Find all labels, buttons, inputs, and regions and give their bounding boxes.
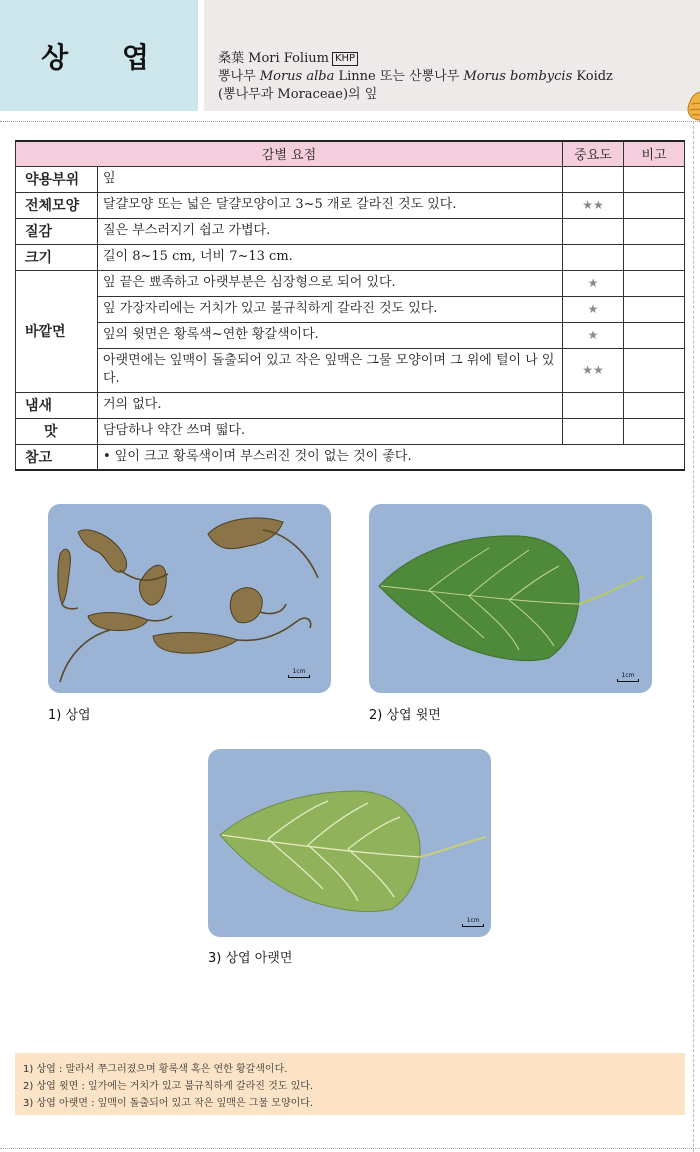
row-label: 맛 xyxy=(16,418,98,444)
latin-name: Mori Folium xyxy=(248,51,329,66)
table-row xyxy=(16,270,685,296)
table-row xyxy=(16,218,685,244)
scale-line xyxy=(617,679,639,682)
row-note xyxy=(624,166,685,192)
row-text: 길이 8~15 cm, 너비 7~13 cm. xyxy=(98,244,563,270)
origin-text-b: Linne 또는 산뽕나무 xyxy=(338,69,460,84)
header-note: 비고 xyxy=(624,141,685,166)
row-text: 잎 xyxy=(98,166,563,192)
row-label: 질감 xyxy=(16,218,98,244)
row-label: 전체모양 xyxy=(16,192,98,218)
row-note xyxy=(624,392,685,418)
table-row xyxy=(16,444,685,470)
scale-line xyxy=(462,924,484,927)
identification-table xyxy=(15,140,685,471)
leaf-upper-image xyxy=(369,504,652,693)
row-importance: ★★ xyxy=(563,348,624,392)
note-line: 2) 상엽 윗면 : 잎가에는 거치가 있고 불규칙하게 갈라진 것도 있다. xyxy=(23,1081,314,1092)
scale-label: 1cm xyxy=(292,668,306,675)
species-name-2: Morus bombycis xyxy=(463,69,573,84)
scale-label: 1cm xyxy=(466,917,480,924)
row-label: 크기 xyxy=(16,244,98,270)
row-note xyxy=(624,348,685,392)
side-divider xyxy=(693,121,694,1152)
header-line-2 xyxy=(218,68,613,86)
scale-bar xyxy=(617,672,639,682)
photo-upper-surface xyxy=(369,504,652,693)
row-text: 달걀모양 또는 넓은 달걀모양이고 3~5 개로 갈라진 것도 있다. xyxy=(98,192,563,218)
header-line-1 xyxy=(218,50,613,68)
origin-text-c: Koidz xyxy=(576,69,613,84)
row-text: 잎의 윗면은 황록색~연한 황갈색이다. xyxy=(98,322,563,348)
row-note xyxy=(624,244,685,270)
header-line-3: (뽕나무과 Moraceae)의 잎 xyxy=(218,87,378,102)
table-row xyxy=(16,166,685,192)
row-text: 잎 끝은 뾰족하고 아랫부분은 심장형으로 되어 있다. xyxy=(98,270,563,296)
row-importance xyxy=(563,392,624,418)
row-importance: ★ xyxy=(563,270,624,296)
table-row xyxy=(16,348,685,392)
row-note xyxy=(624,270,685,296)
row-text: 담담하나 약간 쓰며 떫다. xyxy=(98,418,563,444)
row-note xyxy=(624,296,685,322)
row-importance: ★★ xyxy=(563,192,624,218)
row-text: 아랫면에는 잎맥이 돌출되어 있고 작은 잎맥은 그물 모양이며 그 위에 털이 나 있다. xyxy=(98,348,563,392)
row-text: 거의 없다. xyxy=(98,392,563,418)
row-importance xyxy=(563,166,624,192)
row-label: 바깥면 xyxy=(16,270,98,392)
top-divider xyxy=(0,121,700,122)
scale-bar xyxy=(288,668,310,678)
row-note xyxy=(624,322,685,348)
row-importance xyxy=(563,418,624,444)
figure-caption-2: 2) 상엽 윗면 xyxy=(369,708,441,723)
bottom-divider xyxy=(0,1148,700,1149)
row-label: 약용부위 xyxy=(16,166,98,192)
table-row xyxy=(16,418,685,444)
scale-line xyxy=(288,675,310,678)
species-name-1: Morus alba xyxy=(259,69,335,84)
decorative-cookie-icon xyxy=(678,90,700,122)
origin-text-a: 뽕나무 xyxy=(218,69,256,84)
table-row xyxy=(16,244,685,270)
table-row xyxy=(16,392,685,418)
notes-box xyxy=(15,1053,685,1115)
row-label: 냄새 xyxy=(16,392,98,418)
row-text: 질은 부스러지기 쉽고 가볍다. xyxy=(98,218,563,244)
row-importance xyxy=(563,218,624,244)
figure-caption-1: 1) 상엽 xyxy=(48,708,91,723)
row-importance: ★ xyxy=(563,296,624,322)
header-info xyxy=(218,50,613,104)
row-note xyxy=(624,418,685,444)
header-importance: 중요도 xyxy=(563,141,624,166)
table-row xyxy=(16,296,685,322)
leaf-lower-image xyxy=(208,749,491,937)
table-row xyxy=(16,192,685,218)
header-key-points: 감별 요점 xyxy=(16,141,563,166)
row-label: 참고 xyxy=(16,444,98,470)
scale-bar xyxy=(462,917,484,927)
table-header-row xyxy=(16,141,685,166)
note-line: 3) 상엽 아랫면 : 잎맥이 돌출되어 있고 작은 잎맥은 그물 모양이다. xyxy=(23,1098,314,1109)
row-note xyxy=(624,218,685,244)
photo-lower-surface xyxy=(208,749,491,937)
hanja-name: 桑葉 xyxy=(218,51,245,66)
row-text: 잎 가장자리에는 거치가 있고 불규칙하게 갈라진 것도 있다. xyxy=(98,296,563,322)
row-importance: ★ xyxy=(563,322,624,348)
table-row xyxy=(16,322,685,348)
row-text: • 잎이 크고 황록색이며 부스러진 것이 없는 것이 좋다. xyxy=(98,444,685,470)
note-line: 1) 상엽 : 말라서 쭈그러졌으며 황록색 혹은 연한 황갈색이다. xyxy=(23,1064,288,1075)
row-note xyxy=(624,192,685,218)
khp-badge: KHP xyxy=(332,52,358,66)
figure-caption-3: 3) 상엽 아랫면 xyxy=(208,951,293,966)
page-title: 상 엽 xyxy=(41,40,171,74)
scale-label: 1cm xyxy=(621,672,635,679)
row-importance xyxy=(563,244,624,270)
dried-leaves-image xyxy=(48,504,331,693)
photo-dried-leaves xyxy=(48,504,331,693)
